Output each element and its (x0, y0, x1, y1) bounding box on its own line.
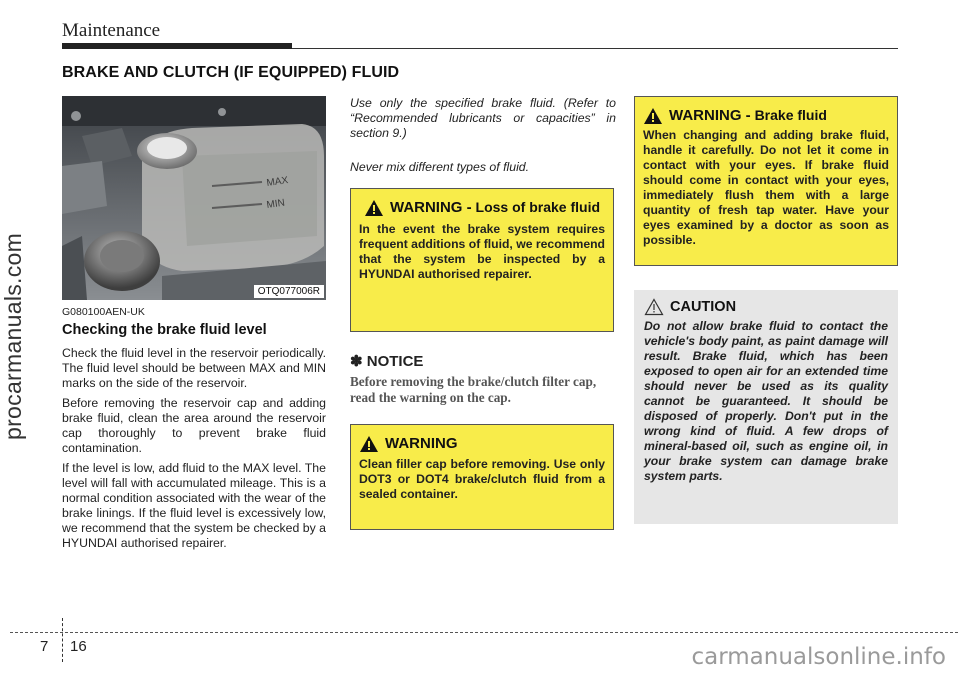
header-rule-thick (62, 43, 292, 49)
warning-cap-header (359, 435, 605, 453)
footer-divider (62, 618, 64, 662)
max-mark-label: MAX (265, 175, 289, 189)
warning-loss-header (359, 199, 605, 217)
warning-triangle-icon (643, 107, 663, 125)
warning-triangle-icon (359, 435, 379, 453)
warning-brake-fluid-title (669, 107, 827, 124)
caution-title: CAUTION (670, 299, 737, 315)
chapter-number: 7 (40, 638, 49, 655)
brake-reservoir-photo (62, 96, 326, 300)
sub-heading: Checking the brake fluid level (62, 322, 267, 338)
footer-dashed-rule (10, 632, 958, 633)
caution-body: Do not allow brake fluid to contact the vehicle's body paint, as paint damage will result. Brake fluid, which has been exposed to open air for an extended time should never be used as its quality cannot be guaranteed. It should be disposed of properly. Don't put in the wrong kind of fluid. A few drops of mineral-based oil, such as engine oil, in your brake system can damage brake system parts. (644, 319, 888, 483)
caution-box (634, 290, 898, 524)
header-rule-thin (292, 48, 898, 49)
warning-filler-cap-box (350, 424, 614, 530)
warning-brake-fluid-header (643, 107, 889, 125)
warning-loss-body: In the event the brake system requires frequent additions of fluid, we recommend that the system be inspected by a HYUNDAI authorised repairer. (359, 222, 605, 281)
warning-brake-fluid-subject: Brake fluid (754, 107, 827, 123)
photo-caption: OTQ077006R (254, 285, 324, 298)
caution-header (644, 298, 888, 316)
body-column (62, 346, 326, 551)
italic-note-2: Never mix different types of fluid. (350, 160, 530, 174)
italic-note-1: Use only the specified brake fluid. (Refer to “Recommended lubricants or capacities” in section 9.) (350, 96, 616, 140)
warning-triangle-icon (364, 199, 384, 217)
warning-loss-of-brake-fluid-box (350, 188, 614, 332)
notice-symbol-icon: ✽ (350, 353, 363, 370)
warning-loss-label: WARNING - (389, 199, 472, 216)
warning-cap-body: Clean filler cap before removing. Use only DOT3 or DOT4 brake/clutch fluid from a sealed container. (359, 457, 605, 501)
paragraph-3: If the level is low, add fluid to the MAX level. The level will fall with accumulated mileage. This is a normal condition associated with the wear of the brake linings. If the fluid level is excessively low, we recommend that the system be checked by a HYUNDAI authorised repairer. (62, 461, 326, 550)
page-header-title: Maintenance (62, 20, 161, 41)
notice-heading (350, 352, 423, 370)
paragraph-1: Check the fluid level in the reservoir periodically. The fluid level should be between MAX and MIN marks on the side of the reservoir. (62, 346, 326, 390)
code-reference: G080100AEN-UK (62, 306, 145, 318)
paragraph-2: Before removing the reservoir cap and adding brake fluid, clean the area around the reservoir cap thoroughly to prevent brake fluid contamination. (62, 396, 326, 455)
warning-brake-fluid-box (634, 96, 898, 266)
bottom-watermark: carmanualsonline.info (691, 644, 946, 670)
notice-title: NOTICE (366, 353, 424, 370)
section-title: BRAKE AND CLUTCH (IF EQUIPPED) FLUID (62, 64, 400, 81)
reservoir-illustration (62, 96, 326, 300)
notice-body: Before removing the brake/clutch filter cap, read the warning on the cap. (350, 374, 597, 405)
warning-loss-title (390, 199, 600, 216)
side-watermark: procarmanuals.com (0, 232, 26, 440)
warning-brake-fluid-label: WARNING - (669, 107, 751, 124)
warning-loss-subject: Loss of brake fluid (475, 199, 601, 215)
min-mark-label: MIN (265, 197, 286, 211)
caution-triangle-icon (644, 298, 664, 316)
warning-cap-title: WARNING (385, 435, 458, 452)
warning-brake-fluid-body: When changing and adding brake fluid, handle it carefully. Do not let it come in contact with your eyes. If brake fluid should come in contact with your eyes, immediately flush them with a large quantity of fresh tap water. Have your eyes examined by a doctor as soon as possible. (643, 128, 889, 247)
page-number: 16 (70, 638, 87, 655)
